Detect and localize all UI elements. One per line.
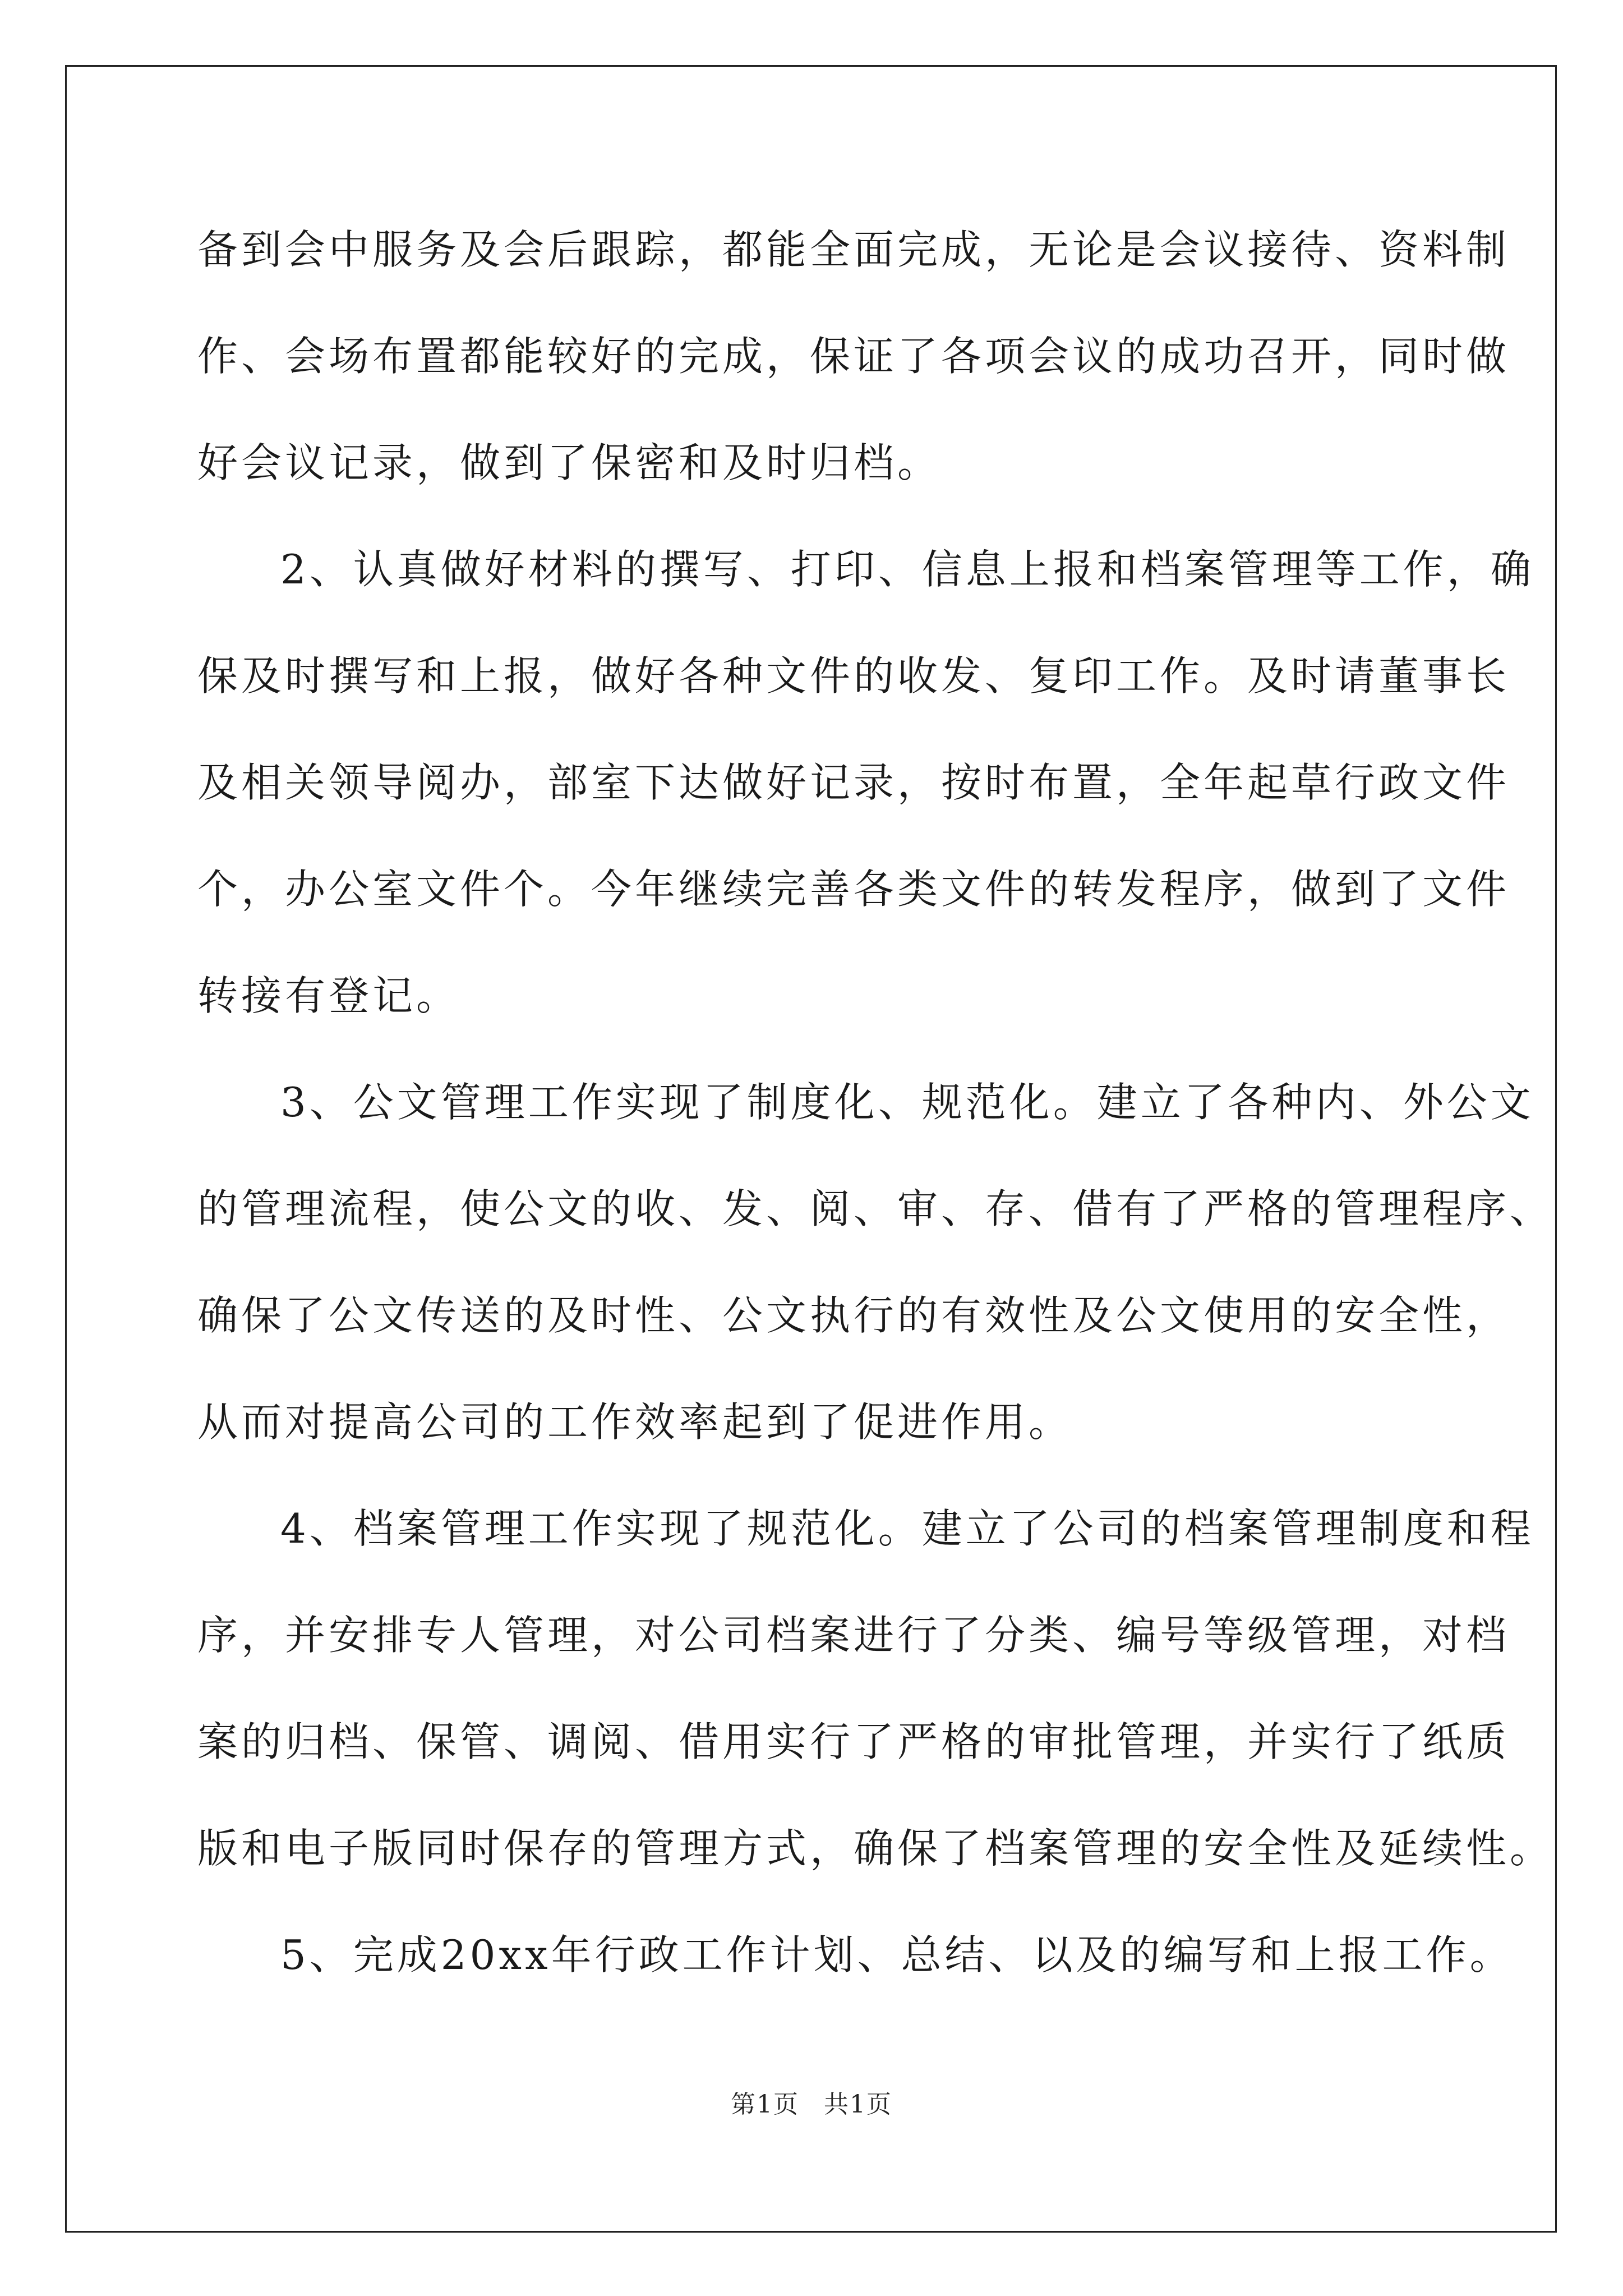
- page-number-current: 第1页: [731, 2090, 799, 2119]
- paragraph-start-line: 4、档案管理工作实现了规范化。建立了公司的档案管理制度和程: [280, 1505, 1534, 1552]
- text-line: 确保了公文传送的及时性、公文执行的有效性及公文使用的安全性，: [197, 1292, 1510, 1339]
- text-line: 作、会场布置都能较好的完成，保证了各项会议的成功召开，同时做: [197, 333, 1510, 380]
- paragraph-start-line: 3、公文管理工作实现了制度化、规范化。建立了各种内、外公文: [280, 1079, 1534, 1126]
- paragraph-start-line: 2、认真做好材料的撰写、打印、信息上报和档案管理等工作，确: [280, 546, 1534, 593]
- text-line: 从而对提高公司的工作效率起到了促进作用。: [197, 1398, 1073, 1446]
- text-line: 备到会中服务及会后跟踪，都能全面完成，无论是会议接待、资料制: [197, 226, 1510, 273]
- text-line: 序，并安排专人管理，对公司档案进行了分类、编号等级管理，对档: [197, 1612, 1510, 1659]
- text-line: 版和电子版同时保存的管理方式，确保了档案管理的安全性及延续性。: [197, 1825, 1554, 1872]
- page-footer: [0, 2084, 1623, 2120]
- text-line: 的管理流程，使公文的收、发、阅、审、存、借有了严格的管理程序、: [197, 1185, 1554, 1232]
- text-line: 好会议记录，做到了保密和及时归档。: [197, 439, 942, 486]
- text-line: 转接有登记。: [197, 972, 460, 1019]
- page-number-total: 共1页: [824, 2090, 892, 2119]
- text-line: 及相关领导阅办，部室下达做好记录，按时布置，全年起草行政文件: [197, 759, 1510, 806]
- text-line: 案的归档、保管、调阅、借用实行了严格的审批管理，并实行了纸质: [197, 1718, 1510, 1765]
- text-line: 保及时撰写和上报，做好各种文件的收发、复印工作。及时请董事长: [197, 652, 1510, 700]
- text-line: 个，办公室文件个。今年继续完善各类文件的转发程序，做到了文件: [197, 866, 1510, 913]
- document-body: [197, 216, 1554, 2028]
- paragraph-start-line: 5、完成20xx年行政工作计划、总结、以及的编写和上报工作。: [280, 1931, 1514, 1978]
